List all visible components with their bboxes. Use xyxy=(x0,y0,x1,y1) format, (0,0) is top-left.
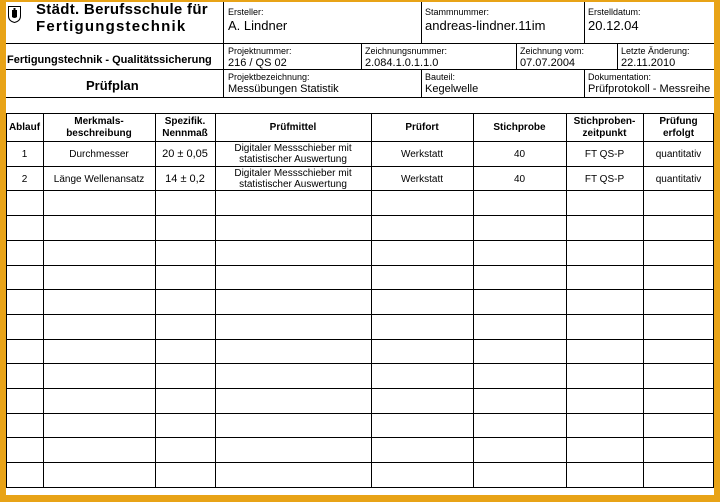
projektnummer-value: 216 / QS 02 xyxy=(228,57,287,69)
pruefplan-sheet xyxy=(6,2,714,495)
zeichnungsnummer-label: Zeichnungsnummer: xyxy=(365,46,448,56)
bauteil-label: Bauteil: xyxy=(425,72,456,82)
dokumentation-value: Prüfprotokoll - Messreihe xyxy=(588,83,711,95)
table-cell-nennmass: 20 ± 0,05 xyxy=(162,147,208,160)
stammnummer-label: Stammnummer: xyxy=(425,7,490,17)
ersteller-label: Ersteller: xyxy=(228,7,264,17)
table-cell-merkmal: Durchmesser xyxy=(69,148,129,160)
column-header-zeitpunkt: Stichproben- zeitpunkt xyxy=(573,115,636,139)
document-title: Prüfplan xyxy=(86,78,139,93)
table-cell-pruefort: Werkstatt xyxy=(400,173,444,185)
table-cell-zeitpunkt: FT QS-P xyxy=(584,173,625,185)
table-cell-zeitpunkt: FT QS-P xyxy=(584,148,625,160)
stammnummer-value: andreas-lindner.11im xyxy=(425,18,546,33)
table-cell-erfolgt: quantitativ xyxy=(655,173,702,185)
zeichnung-vom-value: 07.07.2004 xyxy=(520,57,576,69)
table-cell-merkmal: Länge Wellenansatz xyxy=(53,173,145,185)
letzte-aenderung-value: 22.11.2010 xyxy=(621,57,676,69)
column-header-pruefmittel: Prüfmittel xyxy=(269,121,317,133)
table-cell-stichprobe: 40 xyxy=(513,173,526,185)
projektbezeichnung-value: Messübungen Statistik xyxy=(228,83,339,95)
column-header-merkmal: Merkmals- beschreibung xyxy=(66,115,132,139)
column-header-pruefort: Prüfort xyxy=(405,121,439,133)
table-cell-pruefort: Werkstatt xyxy=(400,148,444,160)
ersteller-value: A. Lindner xyxy=(228,18,288,33)
table-cell-ablauf: 1 xyxy=(21,148,28,160)
table-cell-stichprobe: 40 xyxy=(513,148,526,160)
table-cell-pruefmittel: Digitaler Messschieber mit statistischer Auswertung xyxy=(234,143,352,165)
letzte-aenderung-label: Letzte Änderung: xyxy=(621,46,690,56)
erstelldatum-label: Erstelldatum: xyxy=(588,7,641,17)
table-cell-nennmass: 14 ± 0,2 xyxy=(165,172,205,185)
school-name-line1: Städt. Berufsschule für xyxy=(36,2,208,18)
erstelldatum-value: 20.12.04 xyxy=(588,18,639,33)
column-header-ablauf: Ablauf xyxy=(8,121,41,133)
projektbezeichnung-label: Projektbezeichnung: xyxy=(228,72,310,82)
zeichnungsnummer-value: 2.084.1.0.1.1.0 xyxy=(365,57,439,69)
column-header-erfolgt: Prüfung erfolgt xyxy=(659,115,698,139)
school-name-line2: Fertigungstechnik xyxy=(36,18,187,35)
column-header-stichprobe: Stichprobe xyxy=(493,121,546,133)
city-crest-icon xyxy=(8,6,21,23)
bauteil-value: Kegelwelle xyxy=(425,83,479,95)
projektnummer-label: Projektnummer: xyxy=(228,46,292,56)
table-cell-pruefmittel: Digitaler Messschieber mit statistischer Auswertung xyxy=(234,168,352,190)
department-title: Fertigungstechnik - Qualitätssicherung xyxy=(7,54,212,66)
table-cell-ablauf: 2 xyxy=(21,173,28,185)
table-cell-erfolgt: quantitativ xyxy=(655,148,702,160)
zeichnung-vom-label: Zeichnung vom: xyxy=(520,46,585,56)
dokumentation-label: Dokumentation: xyxy=(588,72,652,82)
column-header-nennmass: Spezifik. Nennmaß xyxy=(162,115,208,139)
